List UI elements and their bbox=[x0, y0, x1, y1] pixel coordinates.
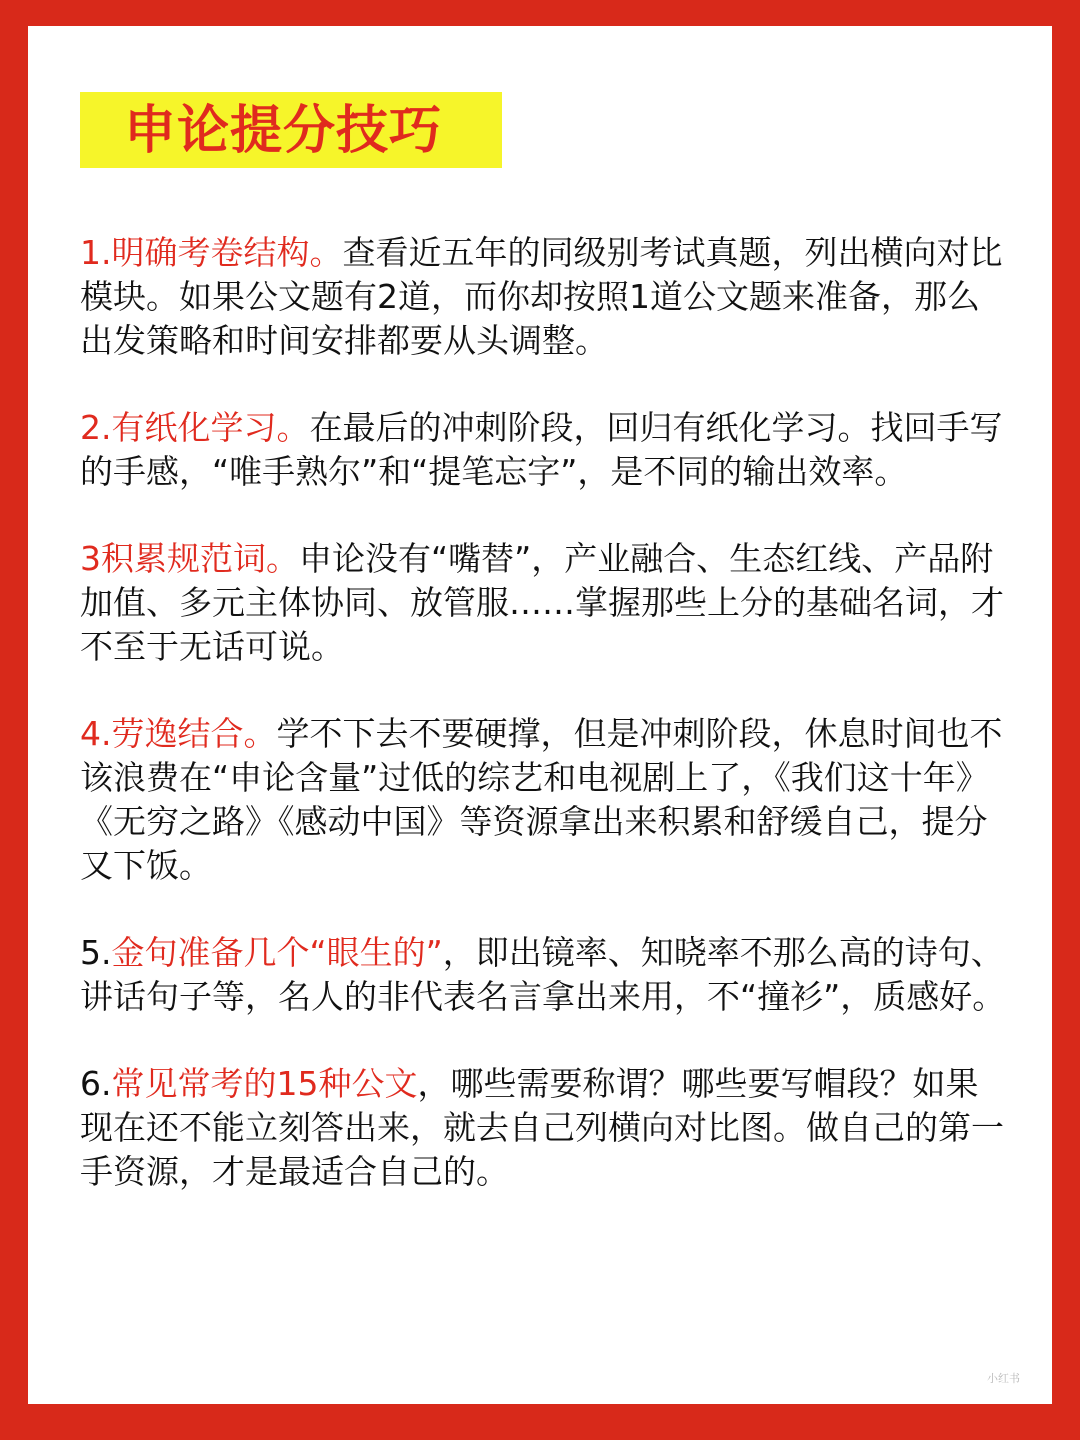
tip-body: ，哪些需要称谓？哪些要写帽段？如果现在还不能立刻答出来，就去自己列横向对比图。做自己的第一手资源，才是最适合自己的。 bbox=[80, 1064, 1004, 1191]
tip-body: 申论没有“嘴替”，产业融合、生态红线、产品附加值、多元主体协同、放管服……掌握那些上分的基础名词，才不至于无话可说。 bbox=[80, 539, 1004, 666]
tip-heading: 2.有纸化学习。 bbox=[80, 408, 310, 447]
tip-heading: 1.明确考卷结构。 bbox=[80, 233, 343, 272]
tip-item-4 bbox=[80, 712, 1010, 888]
watermark: 小红书 bbox=[987, 1372, 1020, 1385]
tip-heading: 常见常考的15种公文 bbox=[111, 1064, 418, 1103]
tip-number: 6. bbox=[80, 1064, 112, 1103]
tip-item-1 bbox=[80, 231, 1010, 363]
tip-number: 5. bbox=[80, 933, 112, 972]
tip-body: ，即出镜率、知晓率不那么高的诗句、讲话句子等，名人的非代表名言拿出来用，不“撞衫”，质感好。 bbox=[80, 933, 1006, 1016]
tip-body: 在最后的冲刺阶段，回归有纸化学习。找回手写的手感，“唯手熟尔”和“提笔忘字”，是不同的输出效率。 bbox=[80, 408, 1003, 491]
tip-body: 查看近五年的同级别考试真题，列出横向对比模块。如果公文题有2道，而你却按照1道公文题来准备，那么出发策略和时间安排都要从头调整。 bbox=[80, 233, 1003, 360]
tip-heading: 3积累规范词。 bbox=[80, 539, 299, 578]
tip-item-2 bbox=[80, 406, 1010, 494]
tip-item-6 bbox=[80, 1062, 1010, 1194]
tip-item-3 bbox=[80, 537, 1010, 669]
tip-item-5 bbox=[80, 931, 1010, 1019]
tips-list bbox=[80, 231, 1010, 1237]
page-card bbox=[28, 26, 1052, 1404]
tip-body: 学不下去不要硬撑，但是冲刺阶段，休息时间也不该浪费在“申论含量”过低的综艺和电视剧上了，《我们这十年》《无穷之路》《感动中国》等资源拿出来积累和舒缓自己，提分又下饭。 bbox=[80, 714, 1003, 885]
tip-heading: 金句准备几个“眼生的” bbox=[111, 933, 443, 972]
page-title: 申论提分技巧 bbox=[124, 101, 443, 161]
tip-heading: 4.劳逸结合。 bbox=[80, 714, 277, 753]
